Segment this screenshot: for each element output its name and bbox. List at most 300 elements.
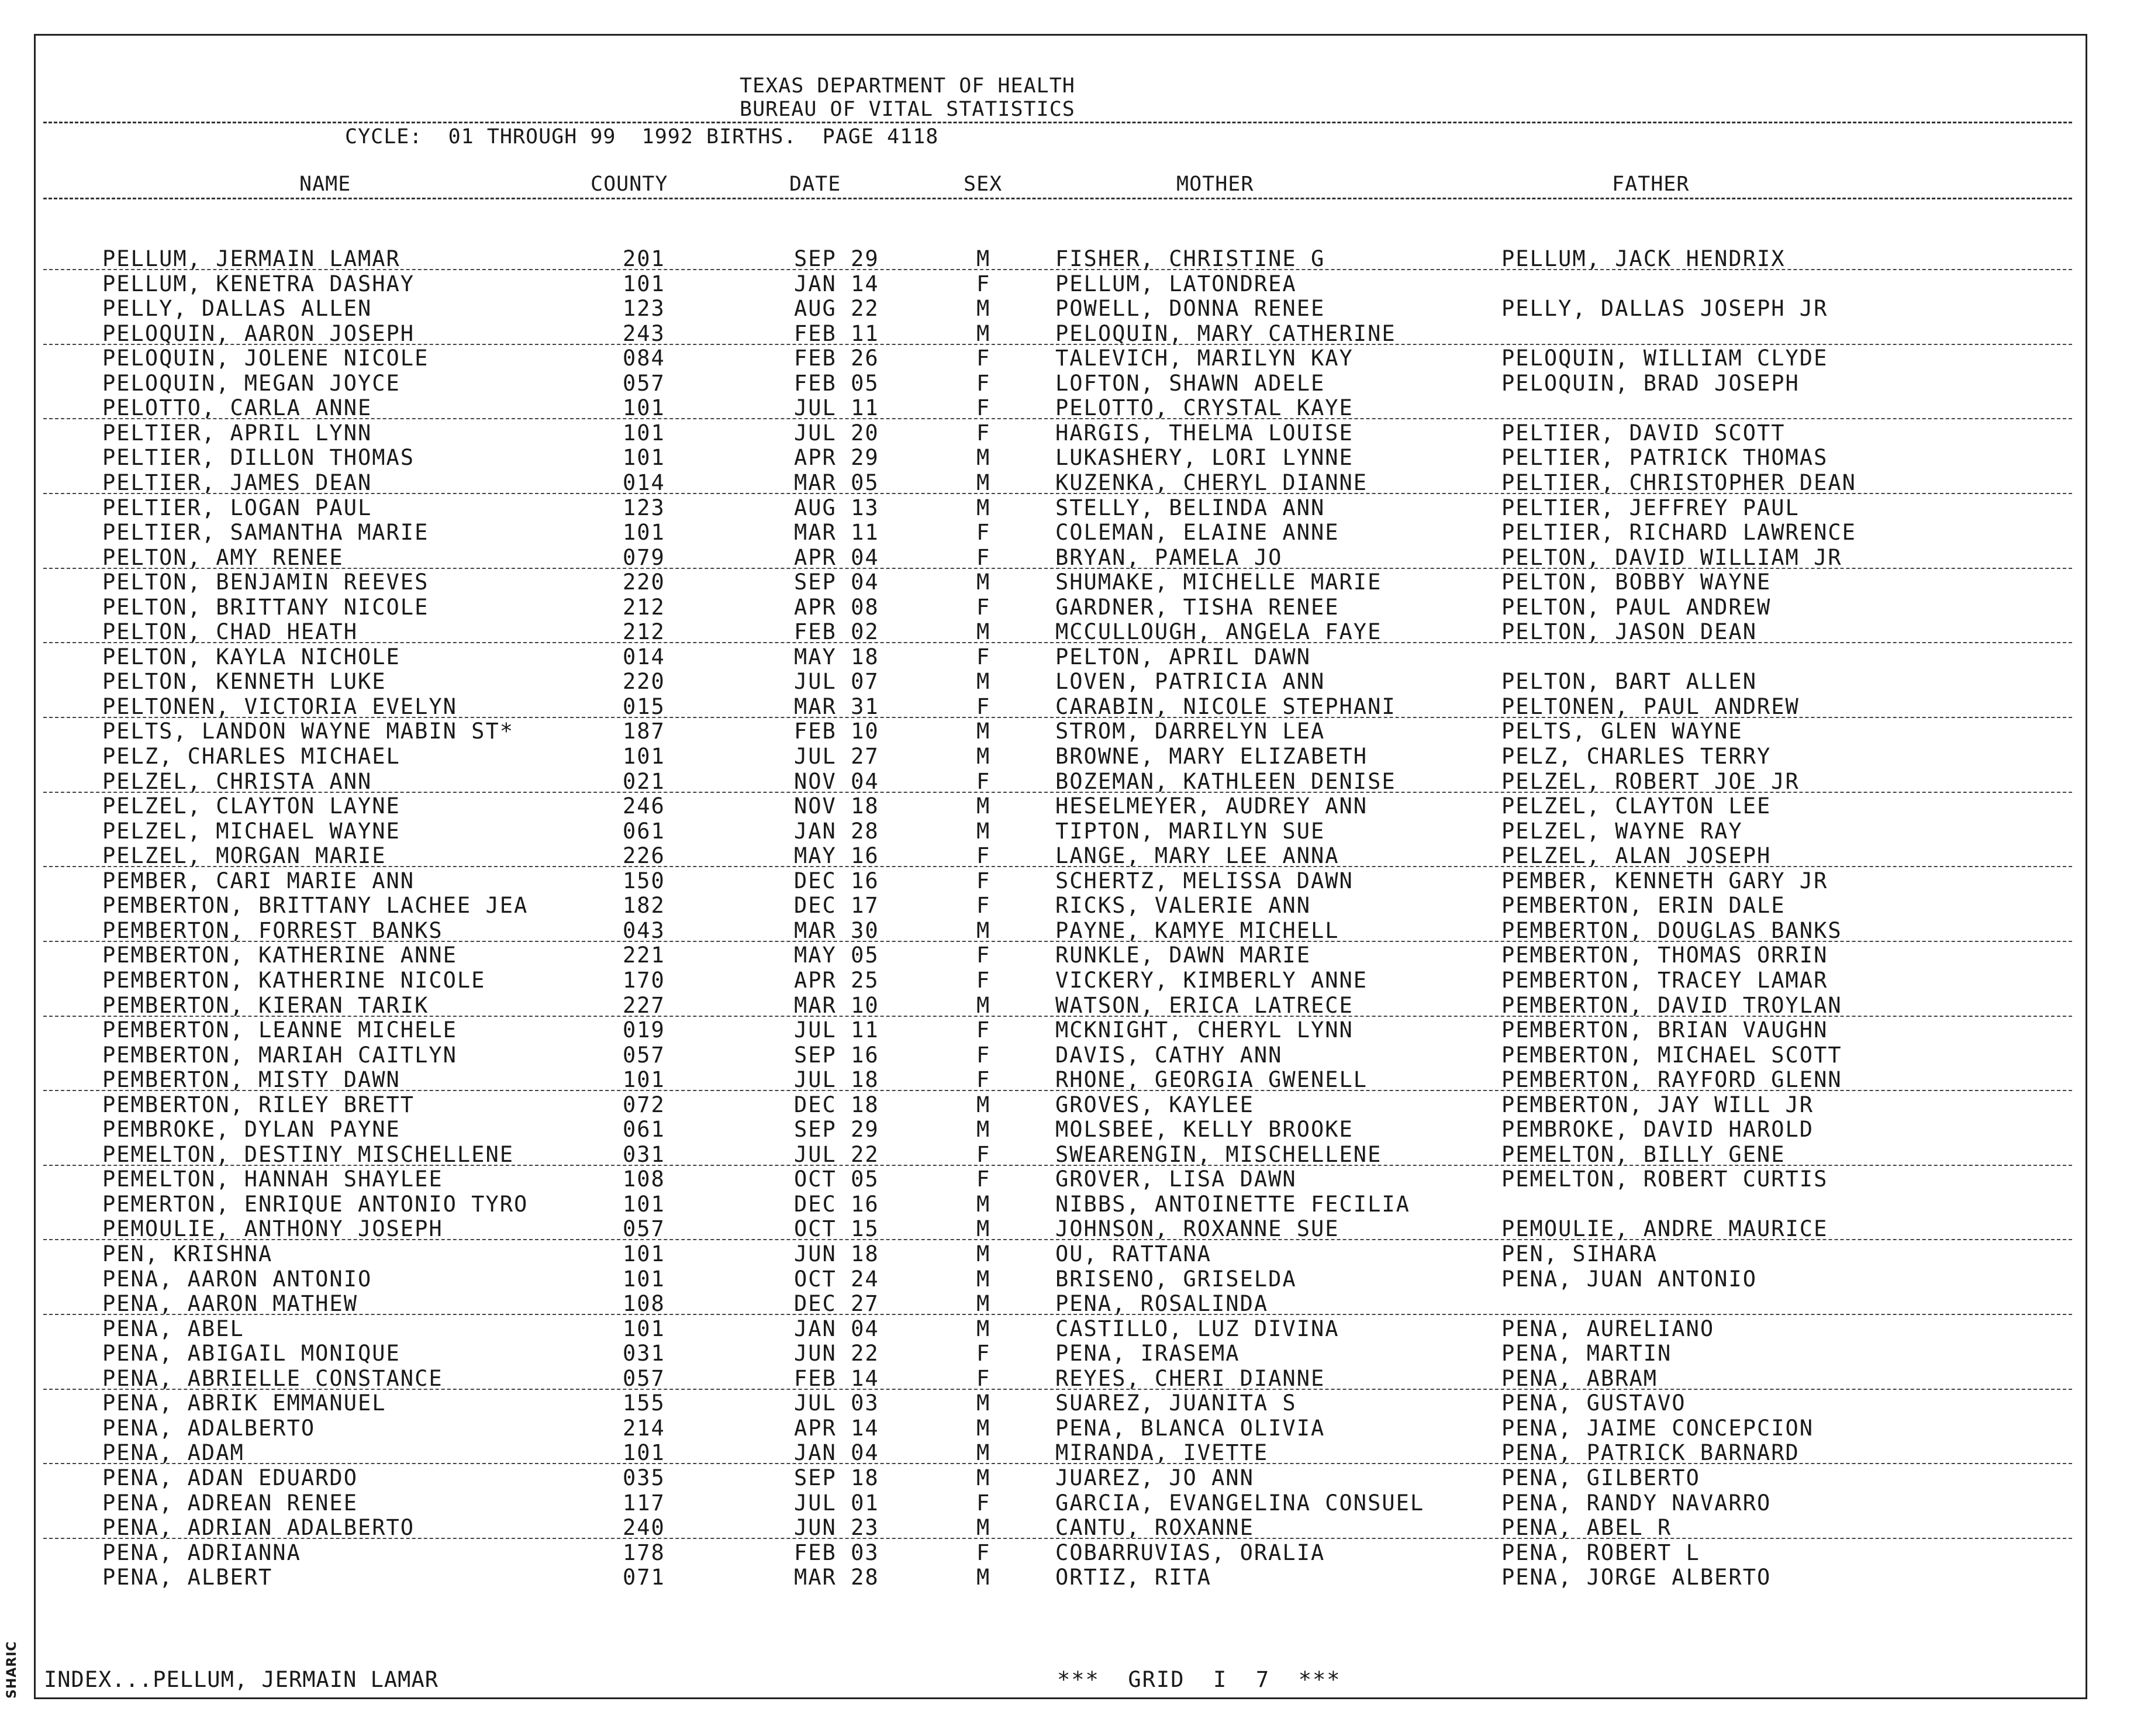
cell-county: 101: [623, 1241, 665, 1266]
cell-father: PEMBERTON, DAVID TROYLAN: [1501, 993, 1842, 1018]
cell-sex: F: [976, 943, 991, 968]
cell-county: 021: [623, 769, 665, 794]
cell-father: PELZEL, CLAYTON LEE: [1501, 793, 1772, 819]
cell-date: JUL 11: [794, 395, 879, 420]
cell-mother: BOZEMAN, KATHLEEN DENISE: [1055, 769, 1396, 794]
cell-mother: OU, RATTANA: [1055, 1241, 1212, 1266]
cell-mother: STELLY, BELINDA ANN: [1055, 495, 1325, 520]
cell-name: PEMBERTON, RILEY BRETT: [102, 1092, 415, 1117]
cell-name: PEMBERTON, LEANNE MICHELE: [102, 1017, 457, 1043]
cell-name: PELLY, DALLAS ALLEN: [102, 296, 372, 321]
cell-mother: LUKASHERY, LORI LYNNE: [1055, 445, 1354, 470]
cell-sex: M: [976, 819, 991, 844]
cell-county: 014: [623, 470, 665, 495]
cell-date: JUL 07: [794, 669, 879, 694]
cell-date: DEC 16: [794, 868, 879, 893]
cell-county: 101: [623, 1440, 665, 1465]
cell-date: FEB 03: [794, 1540, 879, 1565]
cell-date: DEC 27: [794, 1291, 879, 1316]
cell-name: PENA, ADREAN RENEE: [102, 1490, 358, 1516]
cell-mother: SHUMAKE, MICHELLE MARIE: [1055, 570, 1382, 595]
cell-name: PELOQUIN, JOLENE NICOLE: [102, 346, 429, 371]
cell-name: PEMBERTON, KATHERINE ANNE: [102, 943, 457, 968]
cell-date: FEB 05: [794, 371, 879, 396]
cell-father: PEMBERTON, RAYFORD GLENN: [1501, 1067, 1842, 1092]
cell-sex: M: [976, 744, 991, 769]
cell-date: AUG 13: [794, 495, 879, 520]
cell-name: PEMBERTON, KATHERINE NICOLE: [102, 968, 486, 993]
cell-county: 246: [623, 793, 665, 819]
cell-county: 035: [623, 1465, 665, 1490]
cell-date: MAY 05: [794, 943, 879, 968]
cell-sex: F: [976, 346, 991, 371]
cell-father: PELTON, PAUL ANDREW: [1501, 595, 1772, 620]
cell-county: 201: [623, 246, 665, 271]
cell-name: PENA, ALBERT: [102, 1565, 273, 1590]
cell-sex: M: [976, 246, 991, 271]
cell-county: 212: [623, 595, 665, 620]
cell-sex: F: [976, 968, 991, 993]
cell-date: NOV 18: [794, 793, 879, 819]
cell-sex: F: [976, 1142, 991, 1167]
cell-mother: NIBBS, ANTOINETTE FECILIA: [1055, 1192, 1410, 1217]
cell-date: APR 08: [794, 595, 879, 620]
cell-date: FEB 02: [794, 619, 879, 644]
cell-mother: COBARRUVIAS, ORALIA: [1055, 1540, 1325, 1565]
cell-mother: PELOTTO, CRYSTAL KAYE: [1055, 395, 1354, 420]
column-header-mother: MOTHER: [1176, 172, 1254, 196]
cell-sex: F: [976, 520, 991, 545]
cell-name: PELZ, CHARLES MICHAEL: [102, 744, 401, 769]
cell-county: 079: [623, 545, 665, 570]
cell-sex: M: [976, 1291, 991, 1316]
cell-county: 101: [623, 520, 665, 545]
cell-sex: F: [976, 271, 991, 296]
cell-father: PEMBERTON, DOUGLAS BANKS: [1501, 918, 1842, 943]
cell-mother: TALEVICH, MARILYN KAY: [1055, 346, 1354, 371]
cell-name: PENA, AARON ANTONIO: [102, 1266, 372, 1292]
cell-father: PENA, AURELIANO: [1501, 1316, 1715, 1341]
cell-date: MAR 11: [794, 520, 879, 545]
column-header-divider: [43, 198, 2072, 199]
cell-mother: RUNKLE, DAWN MARIE: [1055, 943, 1311, 968]
cell-date: MAR 10: [794, 993, 879, 1018]
cell-mother: POWELL, DONNA RENEE: [1055, 296, 1325, 321]
cell-county: 071: [623, 1565, 665, 1590]
cell-father: PENA, JUAN ANTONIO: [1501, 1266, 1757, 1292]
cell-name: PELZEL, MORGAN MARIE: [102, 843, 386, 868]
cell-sex: M: [976, 619, 991, 644]
cell-mother: PENA, BLANCA OLIVIA: [1055, 1416, 1325, 1441]
cell-date: FEB 26: [794, 346, 879, 371]
cell-sex: M: [976, 570, 991, 595]
cell-county: 240: [623, 1515, 665, 1540]
cell-name: PELTIER, DILLON THOMAS: [102, 445, 415, 470]
cell-mother: KUZENKA, CHERYL DIANNE: [1055, 470, 1368, 495]
cell-date: APR 14: [794, 1416, 879, 1441]
cell-sex: F: [976, 843, 991, 868]
column-header-date: DATE: [789, 172, 841, 196]
cell-mother: STROM, DARRELYN LEA: [1055, 719, 1325, 744]
cell-county: 182: [623, 893, 665, 918]
cell-county: 015: [623, 694, 665, 719]
cell-county: 123: [623, 296, 665, 321]
cell-sex: M: [976, 1092, 991, 1117]
cell-county: 170: [623, 968, 665, 993]
cell-county: 178: [623, 1540, 665, 1565]
cell-date: OCT 24: [794, 1266, 879, 1292]
cell-father: PEMOULIE, ANDRE MAURICE: [1501, 1216, 1828, 1241]
cell-father: PENA, ROBERT L: [1501, 1540, 1700, 1565]
cell-sex: F: [976, 395, 991, 420]
cell-father: PELTIER, CHRISTOPHER DEAN: [1501, 470, 1856, 495]
cell-date: JUL 01: [794, 1490, 879, 1516]
agency-title: TEXAS DEPARTMENT OF HEALTH: [740, 74, 1075, 98]
cell-county: 061: [623, 819, 665, 844]
cell-sex: M: [976, 669, 991, 694]
cell-sex: F: [976, 1166, 991, 1192]
cell-date: APR 04: [794, 545, 879, 570]
cell-date: OCT 05: [794, 1166, 879, 1192]
cell-county: 101: [623, 1266, 665, 1292]
cell-date: APR 29: [794, 445, 879, 470]
cell-father: PELTIER, DAVID SCOTT: [1501, 420, 1786, 446]
sidebar-label: SHARIC: [5, 1641, 19, 1699]
footer-grid: *** GRID I 7 ***: [1057, 1667, 1341, 1692]
cell-mother: LOVEN, PATRICIA ANN: [1055, 669, 1325, 694]
cell-date: JUL 03: [794, 1390, 879, 1416]
cell-county: 043: [623, 918, 665, 943]
cell-father: PELZEL, WAYNE RAY: [1501, 819, 1743, 844]
cell-date: APR 25: [794, 968, 879, 993]
cell-mother: PAYNE, KAMYE MICHELL: [1055, 918, 1339, 943]
cell-father: PELTONEN, PAUL ANDREW: [1501, 694, 1800, 719]
cell-sex: M: [976, 1390, 991, 1416]
bureau-title: BUREAU OF VITAL STATISTICS: [740, 98, 1075, 121]
cell-county: 214: [623, 1416, 665, 1441]
cell-father: PEMBERTON, TRACEY LAMAR: [1501, 968, 1828, 993]
cell-father: PELZEL, ALAN JOSEPH: [1501, 843, 1772, 868]
cell-name: PEMBROKE, DYLAN PAYNE: [102, 1117, 401, 1142]
cell-sex: F: [976, 1366, 991, 1391]
cell-name: PEMELTON, HANNAH SHAYLEE: [102, 1166, 443, 1192]
cycle-line: CYCLE: 01 THROUGH 99 1992 BIRTHS. PAGE 4118: [345, 125, 939, 149]
cell-mother: GROVER, LISA DAWN: [1055, 1166, 1297, 1192]
cell-name: PENA, ABRIELLE CONSTANCE: [102, 1366, 443, 1391]
column-header-county: COUNTY: [591, 172, 668, 196]
cell-name: PELOQUIN, MEGAN JOYCE: [102, 371, 401, 396]
cell-name: PENA, ADRIANNA: [102, 1540, 301, 1565]
cell-date: SEP 18: [794, 1465, 879, 1490]
cell-county: 150: [623, 868, 665, 893]
cell-county: 101: [623, 445, 665, 470]
cell-name: PEMBERTON, MISTY DAWN: [102, 1067, 401, 1092]
cell-mother: MIRANDA, IVETTE: [1055, 1440, 1269, 1465]
cell-mother: SUAREZ, JUANITA S: [1055, 1390, 1297, 1416]
cell-county: 057: [623, 1043, 665, 1068]
cell-name: PELTON, AMY RENEE: [102, 545, 344, 570]
cell-father: PEMBERTON, ERIN DALE: [1501, 893, 1786, 918]
cell-date: OCT 15: [794, 1216, 879, 1241]
cell-sex: M: [976, 1216, 991, 1241]
cell-mother: MOLSBEE, KELLY BROOKE: [1055, 1117, 1354, 1142]
cell-county: 155: [623, 1390, 665, 1416]
cell-mother: PELTON, APRIL DAWN: [1055, 644, 1311, 669]
cell-father: PENA, JAIME CONCEPCION: [1501, 1416, 1814, 1441]
cell-county: 057: [623, 1216, 665, 1241]
cell-name: PENA, ADAM: [102, 1440, 244, 1465]
cell-mother: VICKERY, KIMBERLY ANNE: [1055, 968, 1368, 993]
cell-name: PELTON, KENNETH LUKE: [102, 669, 386, 694]
cell-father: PEMBER, KENNETH GARY JR: [1501, 868, 1828, 893]
cell-father: PELOQUIN, WILLIAM CLYDE: [1501, 346, 1828, 371]
cell-sex: F: [976, 1067, 991, 1092]
column-header-name: NAME: [299, 172, 351, 196]
cell-sex: M: [976, 321, 991, 346]
cell-date: MAR 05: [794, 470, 879, 495]
cell-name: PENA, ADALBERTO: [102, 1416, 316, 1441]
cell-mother: GROVES, KAYLEE: [1055, 1092, 1254, 1117]
cell-date: FEB 10: [794, 719, 879, 744]
cell-name: PENA, ABRIK EMMANUEL: [102, 1390, 386, 1416]
cell-county: 031: [623, 1142, 665, 1167]
cell-sex: M: [976, 1440, 991, 1465]
cell-date: JUL 18: [794, 1067, 879, 1092]
cell-mother: PENA, ROSALINDA: [1055, 1291, 1269, 1316]
cell-sex: F: [976, 1341, 991, 1366]
cell-father: PELTON, DAVID WILLIAM JR: [1501, 545, 1842, 570]
cell-name: PEMBERTON, KIERAN TARIK: [102, 993, 429, 1018]
cell-name: PELZEL, CHRISTA ANN: [102, 769, 372, 794]
cell-name: PENA, ADAN EDUARDO: [102, 1465, 358, 1490]
cell-date: MAR 31: [794, 694, 879, 719]
cell-name: PENA, ABEL: [102, 1316, 244, 1341]
cell-name: PELTON, KAYLA NICHOLE: [102, 644, 401, 669]
cell-mother: CARABIN, NICOLE STEPHANI: [1055, 694, 1396, 719]
cell-mother: MCKNIGHT, CHERYL LYNN: [1055, 1017, 1354, 1043]
cell-county: 117: [623, 1490, 665, 1516]
column-header-sex: SEX: [964, 172, 1003, 196]
cell-sex: M: [976, 1565, 991, 1590]
cell-sex: M: [976, 719, 991, 744]
cell-father: PENA, PATRICK BARNARD: [1501, 1440, 1800, 1465]
cell-father: PELLY, DALLAS JOSEPH JR: [1501, 296, 1828, 321]
cell-date: SEP 16: [794, 1043, 879, 1068]
cell-name: PELTIER, JAMES DEAN: [102, 470, 372, 495]
cell-sex: M: [976, 495, 991, 520]
cell-date: DEC 18: [794, 1092, 879, 1117]
cell-county: 187: [623, 719, 665, 744]
cell-county: 108: [623, 1166, 665, 1192]
cell-name: PELTIER, LOGAN PAUL: [102, 495, 372, 520]
cell-father: PEN, SIHARA: [1501, 1241, 1658, 1266]
cell-father: PENA, ABEL R: [1501, 1515, 1672, 1540]
cell-mother: LOFTON, SHAWN ADELE: [1055, 371, 1325, 396]
cell-date: MAY 18: [794, 644, 879, 669]
cell-date: JAN 04: [794, 1440, 879, 1465]
cell-mother: HARGIS, THELMA LOUISE: [1055, 420, 1354, 446]
cell-sex: M: [976, 1192, 991, 1217]
cell-father: PEMBERTON, JAY WILL JR: [1501, 1092, 1814, 1117]
cell-father: PELZ, CHARLES TERRY: [1501, 744, 1772, 769]
cell-mother: DAVIS, CATHY ANN: [1055, 1043, 1283, 1068]
cell-father: PEMBERTON, MICHAEL SCOTT: [1501, 1043, 1842, 1068]
cell-mother: CASTILLO, LUZ DIVINA: [1055, 1316, 1339, 1341]
cell-sex: F: [976, 1490, 991, 1516]
cell-father: PELLUM, JACK HENDRIX: [1501, 246, 1786, 271]
cell-sex: M: [976, 470, 991, 495]
cell-name: PELTON, CHAD HEATH: [102, 619, 358, 644]
cell-father: PELZEL, ROBERT JOE JR: [1501, 769, 1800, 794]
cell-county: 031: [623, 1341, 665, 1366]
cell-mother: JOHNSON, ROXANNE SUE: [1055, 1216, 1339, 1241]
cell-mother: FISHER, CHRISTINE G: [1055, 246, 1325, 271]
cell-father: PEMELTON, BILLY GENE: [1501, 1142, 1786, 1167]
cell-mother: RHONE, GEORGIA GWENELL: [1055, 1067, 1368, 1092]
cell-father: PELTON, JASON DEAN: [1501, 619, 1757, 644]
cell-date: MAR 28: [794, 1565, 879, 1590]
cell-sex: M: [976, 296, 991, 321]
cell-county: 084: [623, 346, 665, 371]
cell-county: 243: [623, 321, 665, 346]
cell-date: NOV 04: [794, 769, 879, 794]
cell-father: PEMELTON, ROBERT CURTIS: [1501, 1166, 1828, 1192]
cell-county: 123: [623, 495, 665, 520]
cell-date: JUL 27: [794, 744, 879, 769]
cell-mother: REYES, CHERI DIANNE: [1055, 1366, 1325, 1391]
cell-mother: RICKS, VALERIE ANN: [1055, 893, 1311, 918]
cell-name: PELTON, BENJAMIN REEVES: [102, 570, 429, 595]
cell-sex: M: [976, 1316, 991, 1341]
cell-name: PEMBER, CARI MARIE ANN: [102, 868, 415, 893]
cell-name: PELTS, LANDON WAYNE MABIN ST*: [102, 719, 515, 744]
cell-county: 221: [623, 943, 665, 968]
cell-county: 061: [623, 1117, 665, 1142]
cell-mother: PENA, IRASEMA: [1055, 1341, 1240, 1366]
cell-date: JUN 18: [794, 1241, 879, 1266]
cell-county: 014: [623, 644, 665, 669]
cell-name: PEMELTON, DESTINY MISCHELLENE: [102, 1142, 515, 1167]
cell-date: AUG 22: [794, 296, 879, 321]
cell-mother: SCHERTZ, MELISSA DAWN: [1055, 868, 1354, 893]
cell-father: PELTIER, JEFFREY PAUL: [1501, 495, 1800, 520]
cell-sex: M: [976, 1266, 991, 1292]
cell-county: 101: [623, 271, 665, 296]
cell-county: 101: [623, 744, 665, 769]
cell-date: JUL 22: [794, 1142, 879, 1167]
cell-sex: F: [976, 644, 991, 669]
cell-sex: F: [976, 769, 991, 794]
cell-father: PENA, ABRAM: [1501, 1366, 1658, 1391]
cell-sex: M: [976, 445, 991, 470]
cell-mother: BROWNE, MARY ELIZABETH: [1055, 744, 1368, 769]
cell-name: PELTON, BRITTANY NICOLE: [102, 595, 429, 620]
cell-date: SEP 29: [794, 246, 879, 271]
cell-father: PENA, GUSTAVO: [1501, 1390, 1686, 1416]
cell-date: JUN 22: [794, 1341, 879, 1366]
cell-date: SEP 29: [794, 1117, 879, 1142]
cell-sex: F: [976, 371, 991, 396]
cell-name: PELLUM, KENETRA DASHAY: [102, 271, 415, 296]
cell-sex: M: [976, 993, 991, 1018]
cell-father: PELTIER, PATRICK THOMAS: [1501, 445, 1828, 470]
cell-sex: M: [976, 1465, 991, 1490]
cell-county: 212: [623, 619, 665, 644]
cell-sex: F: [976, 1017, 991, 1043]
cell-date: FEB 14: [794, 1366, 879, 1391]
cell-sex: F: [976, 595, 991, 620]
cell-mother: COLEMAN, ELAINE ANNE: [1055, 520, 1339, 545]
cell-mother: TIPTON, MARILYN SUE: [1055, 819, 1325, 844]
cell-mother: BRYAN, PAMELA JO: [1055, 545, 1283, 570]
cell-date: DEC 16: [794, 1192, 879, 1217]
cell-mother: HESELMEYER, AUDREY ANN: [1055, 793, 1368, 819]
cell-father: PELTS, GLEN WAYNE: [1501, 719, 1743, 744]
cell-name: PEN, KRISHNA: [102, 1241, 273, 1266]
cell-date: JUN 23: [794, 1515, 879, 1540]
cell-name: PEMBERTON, BRITTANY LACHEE JEA: [102, 893, 529, 918]
cell-father: PELTIER, RICHARD LAWRENCE: [1501, 520, 1856, 545]
cell-mother: CANTU, ROXANNE: [1055, 1515, 1254, 1540]
cell-date: MAY 16: [794, 843, 879, 868]
cell-mother: WATSON, ERICA LATRECE: [1055, 993, 1354, 1018]
cell-father: PEMBROKE, DAVID HAROLD: [1501, 1117, 1814, 1142]
cell-mother: GARDNER, TISHA RENEE: [1055, 595, 1339, 620]
cell-sex: F: [976, 694, 991, 719]
cell-county: 227: [623, 993, 665, 1018]
cell-name: PELZEL, MICHAEL WAYNE: [102, 819, 401, 844]
cell-county: 108: [623, 1291, 665, 1316]
cell-name: PELTIER, SAMANTHA MARIE: [102, 520, 429, 545]
cell-date: FEB 11: [794, 321, 879, 346]
cell-name: PELTIER, APRIL LYNN: [102, 420, 372, 446]
cell-date: JUL 20: [794, 420, 879, 446]
cell-name: PELTONEN, VICTORIA EVELYN: [102, 694, 457, 719]
cell-date: JAN 14: [794, 271, 879, 296]
cell-county: 057: [623, 371, 665, 396]
cell-name: PEMOULIE, ANTHONY JOSEPH: [102, 1216, 443, 1241]
cell-sex: F: [976, 420, 991, 446]
cell-name: PENA, ADRIAN ADALBERTO: [102, 1515, 415, 1540]
cell-county: 057: [623, 1366, 665, 1391]
cell-sex: M: [976, 1416, 991, 1441]
cell-date: DEC 17: [794, 893, 879, 918]
cell-sex: F: [976, 1043, 991, 1068]
cell-sex: M: [976, 1241, 991, 1266]
cell-sex: F: [976, 545, 991, 570]
cell-county: 019: [623, 1017, 665, 1043]
column-header-father: FATHER: [1612, 172, 1690, 196]
cell-name: PELOQUIN, AARON JOSEPH: [102, 321, 415, 346]
cell-county: 101: [623, 1067, 665, 1092]
cell-father: PENA, JORGE ALBERTO: [1501, 1565, 1772, 1590]
cell-mother: BRISENO, GRISELDA: [1055, 1266, 1297, 1292]
cell-name: PELLUM, JERMAIN LAMAR: [102, 246, 401, 271]
cell-mother: JUAREZ, JO ANN: [1055, 1465, 1254, 1490]
cell-name: PEMBERTON, MARIAH CAITLYN: [102, 1043, 457, 1068]
cell-name: PELOTTO, CARLA ANNE: [102, 395, 372, 420]
cell-father: PENA, GILBERTO: [1501, 1465, 1700, 1490]
cell-father: PEMBERTON, THOMAS ORRIN: [1501, 943, 1828, 968]
cell-sex: F: [976, 1540, 991, 1565]
cell-county: 072: [623, 1092, 665, 1117]
cell-county: 220: [623, 570, 665, 595]
cell-mother: MCCULLOUGH, ANGELA FAYE: [1055, 619, 1382, 644]
cell-county: 101: [623, 395, 665, 420]
cell-father: PENA, RANDY NAVARRO: [1501, 1490, 1772, 1516]
cell-date: JAN 28: [794, 819, 879, 844]
cell-mother: PELLUM, LATONDREA: [1055, 271, 1297, 296]
